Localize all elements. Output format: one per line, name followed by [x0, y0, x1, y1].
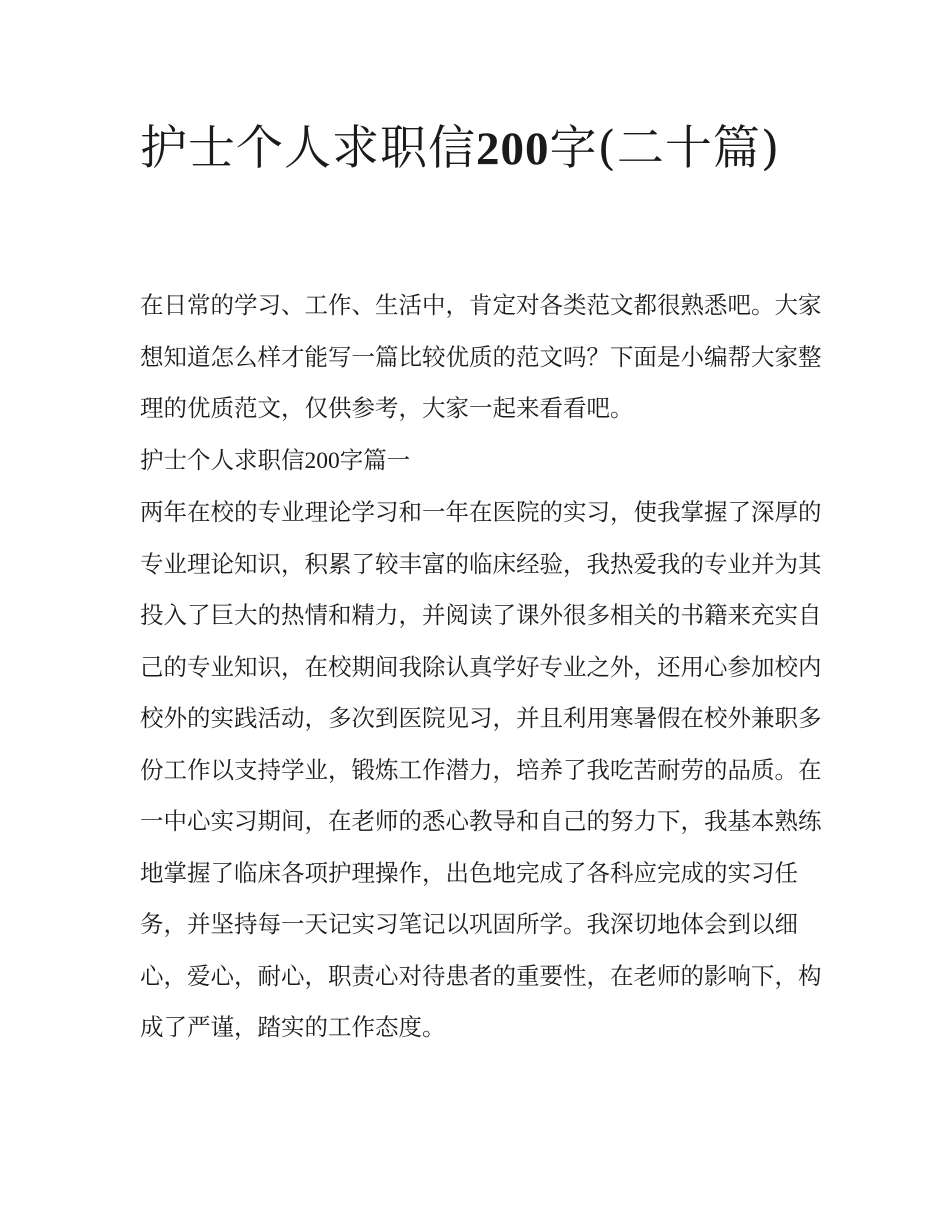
title-text-part2: 字(二十篇) — [549, 121, 781, 176]
section-heading-part1: 护士个人求职信 — [140, 445, 305, 474]
section-heading — [140, 435, 830, 488]
document-title — [140, 112, 820, 186]
title-number: 200 — [476, 123, 550, 175]
title-text-part1: 护士个人求职信 — [140, 121, 476, 176]
document-body — [140, 280, 830, 1054]
intro-paragraph: 在日常的学习、工作、生活中，肯定对各类范文都很熟悉吧。大家想知道怎么样才能写一篇比较优质的范文吗？下面是小编帮大家整理的优质范文，仅供参考，大家一起来看看吧。 — [140, 291, 822, 422]
section-heading-part2: 字篇一 — [339, 445, 411, 474]
section-heading-number: 200 — [304, 447, 340, 474]
body-paragraph: 两年在校的专业理论学习和一年在医院的实习，使我掌握了深厚的专业理论知识，积累了较丰富的临床经验，我热爱我的专业并为其投入了巨大的热情和精力，并阅读了课外很多相关的书籍来充实自己的专业知识，在校期间我除认真学好专业之外，还用心参加校内校外的实践活动，多次到医院见习，并且利用寒暑假在校外兼职多份工作以支持学业，锻炼工作潜力，培养了我吃苦耐劳的品质。在一中心实习期间，在老师的悉心教导和自己的努力下，我基本熟练地掌握了临床各项护理操作，出色地完成了各科应完成的实习任务，并坚持每一天记实习笔记以巩固所学。我深切地体会到以细心，爱心，耐心，职责心对待患者的重要性，在老师的影响下，构成了严谨，踏实的工作态度。 — [140, 498, 822, 1041]
